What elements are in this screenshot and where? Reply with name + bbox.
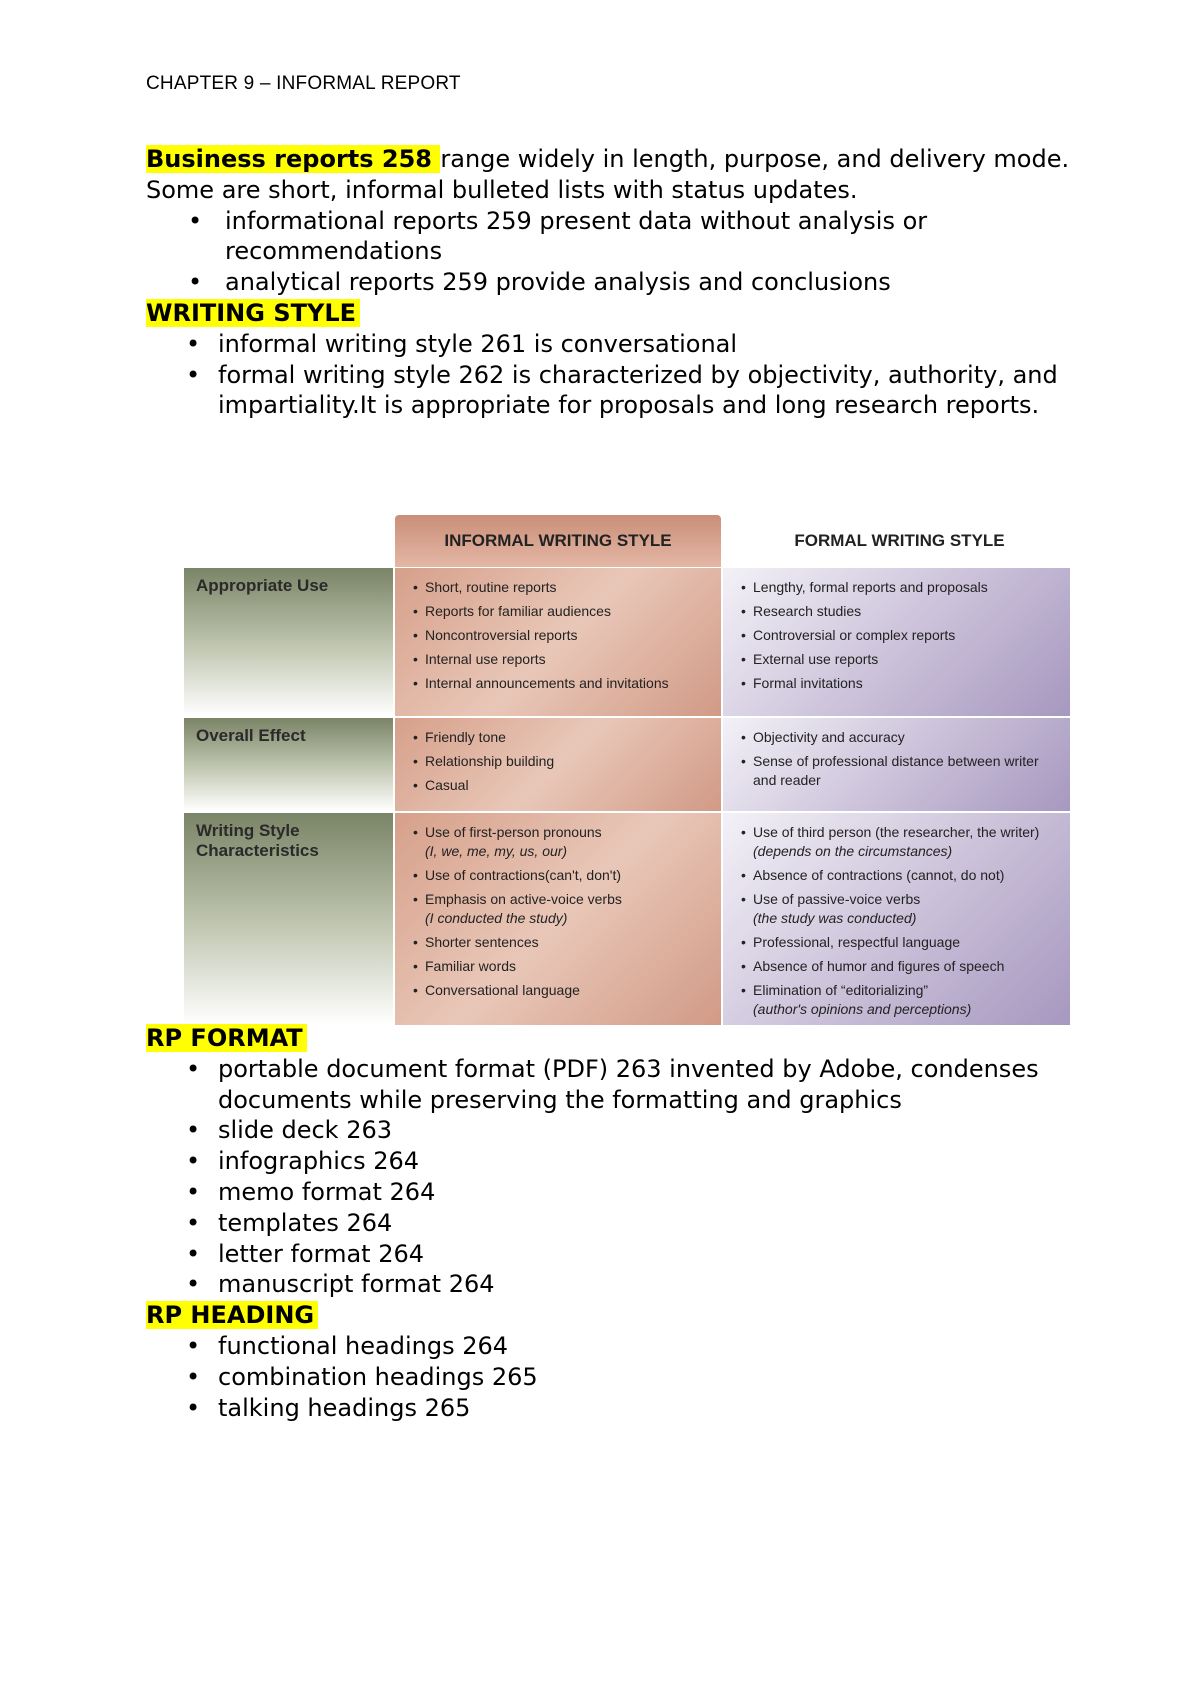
list-item: • Controversial or complex reports: [741, 626, 1062, 645]
list-item: • portable document format (PDF) 263 invented by Adobe, condenses documents while preserving the formatting and graphics: [146, 1054, 1076, 1116]
rp-heading-heading: RP HEADING: [146, 1300, 1076, 1331]
list-item: • slide deck 263: [146, 1115, 1076, 1146]
list-item: • Emphasis on active-voice verbs (I conducted the study): [413, 890, 713, 928]
list-item: • Lengthy, formal reports and proposals: [741, 578, 1062, 597]
list-item: • Friendly tone: [413, 728, 713, 747]
list-item: • Absence of humor and figures of speech: [741, 957, 1062, 976]
cell-informal-appropriate-use: [395, 568, 721, 716]
chapter-title: CHAPTER 9 – INFORMAL REPORT: [146, 73, 461, 94]
row-label-writing-style-characteristics: Writing Style Characteristics: [184, 813, 393, 1025]
list-item: • Absence of contractions (cannot, do not): [741, 866, 1062, 885]
rp-format-heading: RP FORMAT: [146, 1023, 1076, 1054]
list-item: • Sense of professional distance between writer and reader: [741, 752, 1062, 790]
list-item: • talking headings 265: [146, 1393, 1076, 1424]
list-item: • Noncontroversial reports: [413, 626, 713, 645]
rp-format-list: [146, 1054, 1076, 1300]
row-label-overall-effect: Overall Effect: [184, 718, 393, 811]
list-item: • Short, routine reports: [413, 578, 713, 597]
list-item: • Reports for familiar audiences: [413, 602, 713, 621]
list-item: • Shorter sentences: [413, 933, 713, 952]
cell-informal-overall-effect: [395, 718, 721, 811]
list-item: • memo format 264: [146, 1177, 1076, 1208]
row-label-appropriate-use: Appropriate Use: [184, 568, 393, 716]
list-item: • letter format 264: [146, 1239, 1076, 1270]
cell-informal-characteristics: [395, 813, 721, 1025]
intro-highlight: Business reports 258: [146, 145, 441, 173]
list-item: • Internal use reports: [413, 650, 713, 669]
list-item: • Use of third person (the researcher, the writer) (depends on the circumstances): [741, 823, 1062, 861]
list-item: • Research studies: [741, 602, 1062, 621]
intro-list: [146, 206, 1076, 298]
list-item: • templates 264: [146, 1208, 1076, 1239]
writing-style-heading: WRITING STYLE: [146, 298, 1076, 329]
writing-style-list: [146, 329, 1076, 421]
list-item: • Relationship building: [413, 752, 713, 771]
intro-text: range widely in length, purpose, and delivery mode. Some are short, informal bulleted lists with status updates.: [146, 145, 1070, 204]
top-notes: [146, 144, 1076, 421]
list-item: • Familiar words: [413, 957, 713, 976]
intro-paragraph: [146, 144, 1076, 206]
list-item: • formal writing style 262 is characterized by objectivity, authority, and impartiality.It is appropriate for proposals and long research reports.: [146, 360, 1076, 422]
list-item: • analytical reports 259 provide analysis and conclusions: [146, 267, 1076, 298]
list-item: • Objectivity and accuracy: [741, 728, 1062, 747]
list-item: • informal writing style 261 is conversational: [146, 329, 1076, 360]
list-item: • Use of first-person pronouns (I, we, me, my, us, our): [413, 823, 713, 861]
cell-formal-characteristics: [723, 813, 1070, 1025]
list-item: • Use of passive-voice verbs (the study was conducted): [741, 890, 1062, 928]
rp-heading-list: [146, 1331, 1076, 1423]
bottom-notes: [146, 1023, 1076, 1423]
formal-column-header: FORMAL WRITING STYLE: [794, 531, 1005, 550]
cell-formal-overall-effect: [723, 718, 1070, 811]
informal-column-header: INFORMAL WRITING STYLE: [395, 515, 721, 567]
list-item: • functional headings 264: [146, 1331, 1076, 1362]
list-item: • External use reports: [741, 650, 1062, 669]
list-item: • Professional, respectful language: [741, 933, 1062, 952]
list-item: • Use of contractions(can't, don't): [413, 866, 713, 885]
writing-style-comparison-table: [184, 515, 1070, 1025]
list-item: • Elimination of “editorializing” (author's opinions and perceptions): [741, 981, 1062, 1019]
list-item: • Formal invitations: [741, 674, 1062, 693]
list-item: • Casual: [413, 776, 713, 795]
list-item: • combination headings 265: [146, 1362, 1076, 1393]
list-item: • manuscript format 264: [146, 1269, 1076, 1300]
cell-formal-appropriate-use: [723, 568, 1070, 716]
list-item: • informational reports 259 present data without analysis or recommendations: [146, 206, 1076, 268]
list-item: • Internal announcements and invitations: [413, 674, 713, 693]
list-item: • Conversational language: [413, 981, 713, 1000]
list-item: • infographics 264: [146, 1146, 1076, 1177]
